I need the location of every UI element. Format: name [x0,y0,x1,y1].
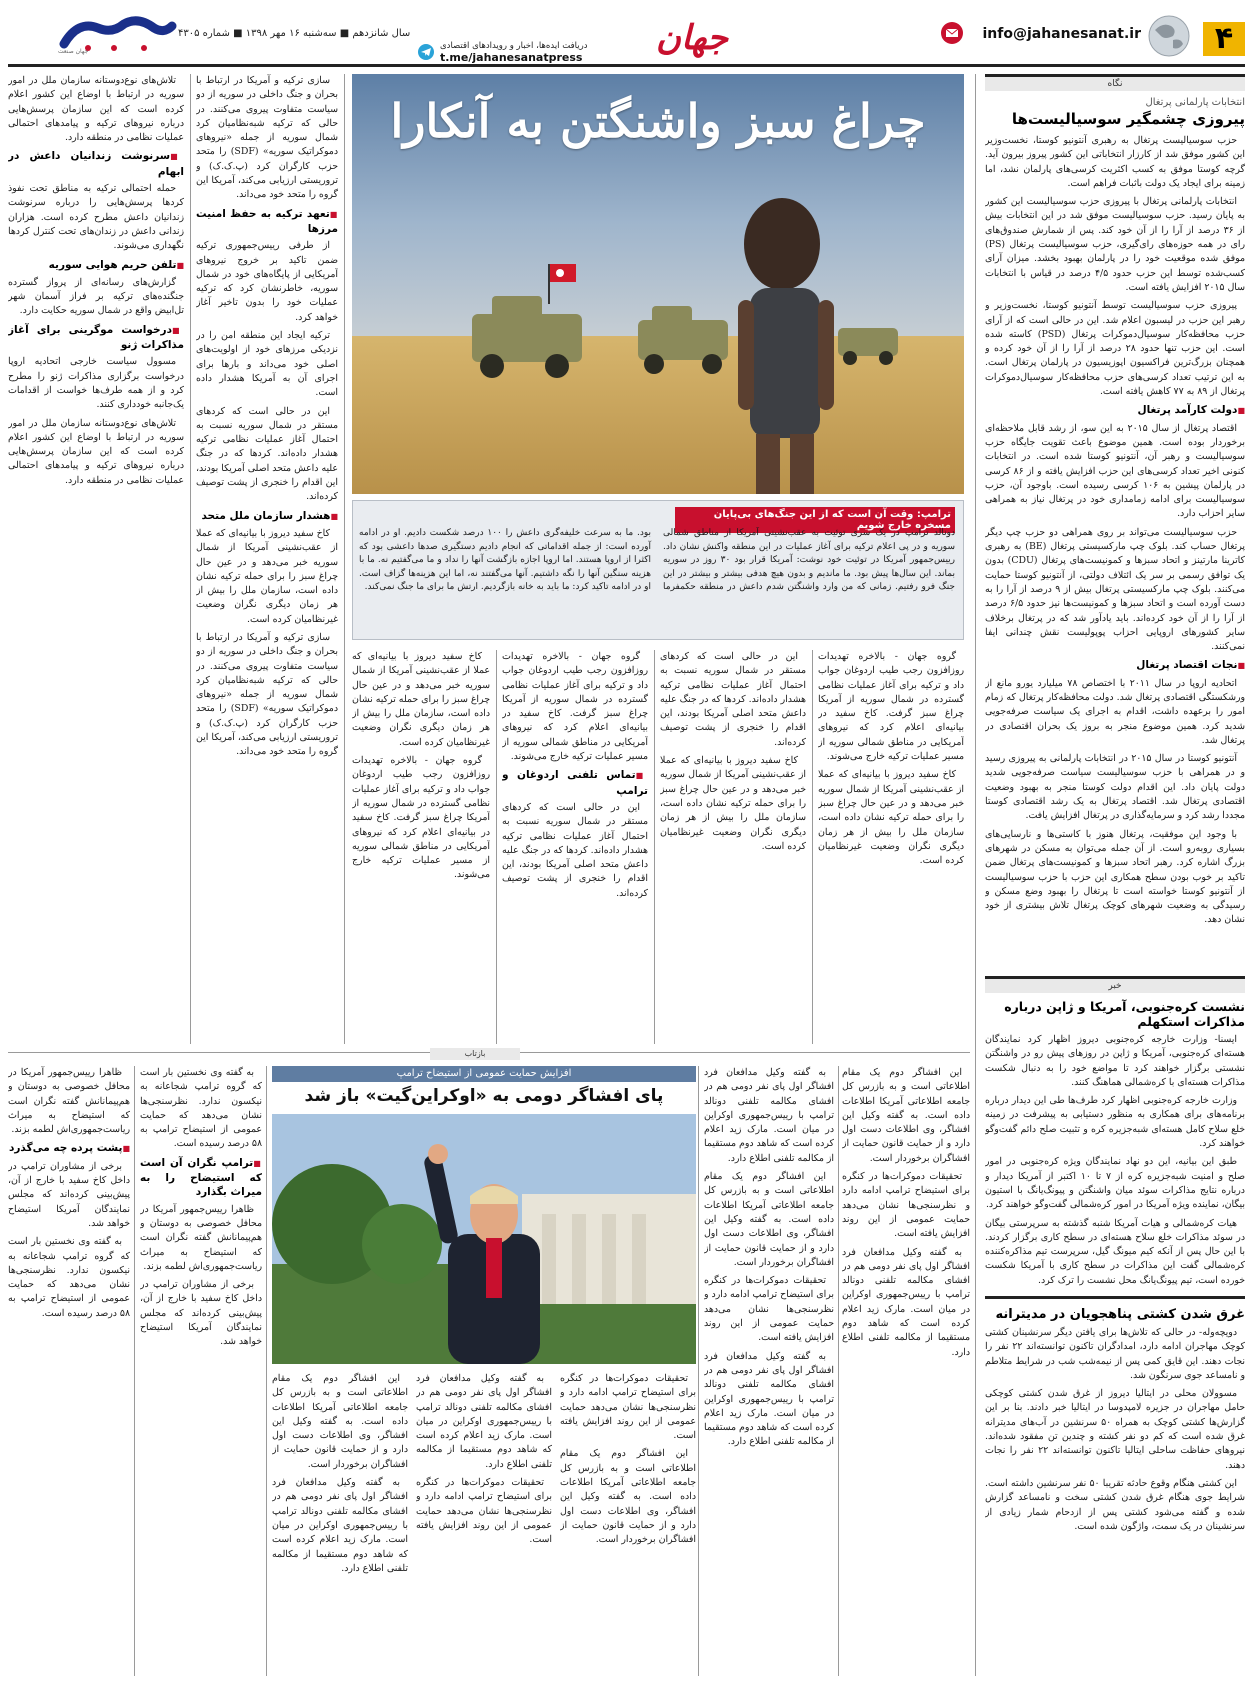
migrants-box [985,1296,1245,1676]
second-col-under-photo-2: به گفته وکیل مدافعان فرد افشاگر اول پای نفر دومی هم در افشای مکالمه تلفنی دونالد ترامپ با رییس‌جمهوری اوکراین در میان است. مارک زید اعلام کرده است که شاهد دوم مستقیما از مکالمه تلفنی اطلاع دارد. تحقیقات دموکرات‌ها در کنگره برای استیضاح ترامپ ادامه دارد و نظرسنجی‌ها نشان می‌دهد حمایت عمومی از این روند افزایش یافته است. [416,1373,552,1546]
section-title: جهان [656,18,729,58]
logo-label: جهان صنعت [58,48,89,55]
article-kicker: انتخابات پارلمانی پرتغال [1145,97,1245,108]
lead-body-col-1: گروه جهان - بالاخره تهدیدات روزافزون رجب طیب اردوغان جواب داد و ترکیه برای آغاز عملیات نظامی گسترده در شمال سوریه از آمریکا چراغ سبز گرفت. کاخ سفید در بیانیه‌ای اعلام کرد که نیروهای آمریکایی در مناطق شمالی سوریه از مسیر عملیات ترکیه خارج می‌شوند. کاخ سفید دیروز با بیانیه‌ای که عملا از عقب‌نشینی آمریکا از شمال سوریه خبر می‌دهد و در عین حال چراغ سبز را برای حمله ترکیه نشان داده است، سازمان ملل را بیش از هر زمان دیگری نگران وضعیت غیرنظامیان کرده است. [818,651,964,867]
globe-icon [1143,14,1195,58]
section-tag: نگاه [985,77,1245,91]
subhead: ■ ترامپ نگران آن است که استیضاح را به میراث بگذارد [140,1156,262,1200]
subhead: ■ درخواست موگرینی برای آغاز مذاکرات ژنو [8,323,184,353]
section-tag: خبر [985,979,1245,993]
page-header [0,0,1253,62]
quote-text: دونالد ترامپ در یک سری توئیت به عقب‌نشینی آمریکا از مناطق شمالی سوریه و در پی اعلام ترکیه برای آغاز عملیات در این منطقه واکنش نشان داد. رییس‌جمهور آمریکا در توئیت خود نوشت: آمریکا قرار بود ۳۰ روز در سوریه بماند. این سال‌ها پیش بود. ما ماندیم و بدون هیچ هدفی بیشتر و بیشتر در این جنگ فرو رفتیم. زمانی که من وارد واشنگتن شدم داعش در منطقه حکمفرما بود. ما به سرعت خلیفه‌گری داعش را ۱۰۰ درصد شکست دادیم. او در ادامه آورده است: از جمله اقداماتی که انجام دادیم دستگیری صدها داعشی بود که اکثرا از اروپا هستند. اما اروپا اجازه بازگشت آنها را نداد و ما می‌گفتیم نه. ما با هزینه سنگین آنها را نگه داشتیم. آنها می‌گفتند نه، اما این هزینه‌ها گزاف است. او در ادامه تاکید کرد: ما باید به خانه بازگردیم. ارتش ما برای ما جنگ نمی‌کند. [359,528,955,592]
migrants-body: دویچه‌وله- در حالی که تلاش‌ها برای یافتن دیگر سرنشینان کشتی کوچک مهاجران ادامه دارد، امدادگران تاکنون توانسته‌اند ۲۲ نفر را نجات دهند. این قایق کمی پس از نیمه‌شب شب در شرایط متلاطم و نامساعد جوی سرنگون شد. مسوولان محلی در ایتالیا دیروز از غرق شدن کشتی کوچکی حامل مهاجران در جزیره لامپدوسا در ایتالیا خبر دادند. بنا بر این گزارش‌ها کشتی کوچک به همراه ۵۰ سرنشین در آب‌های مدیترانه غرق شده است که کم دو نفر کشته و چندین تن مفقود شده‌اند. نیروهای حفاظت ساحلی ایتالیا تاکنون توانسته‌اند ۲۲ نفر را نجات دهند. این کشتی هنگام وقوع حادثه تقریبا ۵۰ نفر سرنشین داشته است. شرایط جوی هنگام غرق شدن کشتی سخت و نامساعد گزارش شده و گفته می‌شود کشتی پس از ازدحام شمار زیادی از سرنشینان در یک سمت، واژگون شده است. [985,1327,1245,1532]
subhead: ■ تعهد ترکیه به حفظ امنیت مرزها [196,207,338,237]
lead-headline: چراغ سبز واشنگتن به آنکارا [390,94,926,148]
subhead: ■ نجات اقتصاد پرتغال [985,658,1245,673]
email-icon [941,22,963,44]
lead-body-col-4: کاخ سفید دیروز با بیانیه‌ای که عملا از عقب‌نشینی آمریکا از شمال سوریه خبر می‌دهد و در عین حال چراغ سبز را برای حمله ترکیه نشان داده است، سازمان ملل را بیش از هر زمان دیگری نگران وضعیت غیرنظامیان کرده است. گروه جهان - بالاخره تهدیدات روزافزون رجب طیب اردوغان جواب داد و ترکیه برای آغاز عملیات نظامی گسترده در شمال سوریه از آمریکا چراغ سبز گرفت. کاخ سفید در بیانیه‌ای اعلام کرد که نیروهای آمریکایی در مناطق شمالی سوریه از مسیر عملیات ترکیه خارج می‌شوند. [352,651,490,881]
second-col-under-photo-3: این افشاگر دوم یک مقام اطلاعاتی است و به بازرس کل جامعه اطلاعاتی آمریکا اطلاعات داده است. به گفته وکیل این افشاگر، وی اطلاعات دست اول دارد و از حمایت قانون حمایت از افشاگران برخوردار است. به گفته وکیل مدافعان فرد افشاگر اول پای نفر دومی هم در افشای مکالمه تلفنی دونالد ترامپ با رییس‌جمهوری اوکراین در میان است. مارک زید اعلام کرده است که شاهد دوم مستقیما از مکالمه تلفنی اطلاع دارد. [272,1373,408,1574]
second-kicker: افزایش حمایت عمومی از استیضاح ترامپ [272,1066,696,1082]
telegram-caption: دریافت ایده‌ها، اخبار و رویدادهای اقتصادی [440,41,588,51]
subhead: ■ تماس تلفنی اردوغان و ترامپ [502,768,648,798]
article-title: پیروزی چشمگیر سوسیالیست‌ها [1011,110,1245,128]
second-col-under-photo-1: تحقیقات دموکرات‌ها در کنگره برای استیضاح ترامپ ادامه دارد و نظرسنجی‌ها نشان می‌دهد حمایت عمومی از این روند افزایش یافته است. این افشاگر دوم یک مقام اطلاعاتی است و به بازرس کل جامعه اطلاعاتی آمریکا اطلاعات داده است. به گفته وکیل این افشاگر، وی اطلاعات دست اول دارد و از حمایت قانون حمایت از افشاگران برخوردار است. [560,1373,696,1546]
second-col-right: به گفته وکیل مدافعان فرد افشاگر اول پای نفر دومی هم در افشای مکالمه تلفنی دونالد ترامپ با رییس‌جمهوری اوکراین در میان است. مارک زید اعلام کرده است که شاهد دوم مستقیما از مکالمه تلفنی اطلاع دارد. این افشاگر دوم یک مقام اطلاعاتی است و به بازرس کل جامعه اطلاعاتی آمریکا اطلاعات داده است. به گفته وکیل این افشاگر، وی اطلاعات دست اول دارد و از حمایت قانون حمایت از افشاگران برخوردار است. تحقیقات دموکرات‌ها در کنگره برای استیضاح ترامپ ادامه دارد و نظرسنجی‌ها نشان می‌دهد حمایت عمومی از این روند افزایش یافته است. به گفته وکیل مدافعان فرد افشاگر اول پای نفر دومی هم در افشای مکالمه تلفنی دونالد ترامپ با رییس‌جمهوری اوکراین در میان است. مارک زید اعلام کرده است که شاهد دوم مستقیما از مکالمه تلفنی اطلاع دارد. [704,1067,834,1448]
second-col-left-1: به گفته وی نخستین بار است که گروه ترامپ شجاعانه به نیکسون ندارد. نظرسنجی‌ها نشان می‌دهد که حمایت عمومی از استیضاح ترامپ به ۵۸ درصد رسیده است. ■ ترامپ نگران آن است که استیضاح را به میراث بگذارد ظاهرا رییس‌جمهور آمریکا در محافل خصوصی به دوستان و هم‌پیمانانش گفته نگران است که استیضاح به میراث ریاست‌جمهوری‌اش لطمه بزند. برخی از مشاوران ترامپ در داخل کاخ سفید با خارج از آن، پیش‌بینی کرده‌اند که مجلس نمایندگان آمریکا استیضاح خواهد شد. [140,1066,262,1676]
news-body: ایسنا- وزارت خارجه کره‌جنوبی دیروز اظهار کرد نمایندگان هسته‌ای کره‌جنوبی، آمریکا و ژاپن در روزهای پیش رو در واشنگتن نشستی برگزار خواهند کرد تا مواضع خود را به دنبال شکست مذاکرات هسته‌ای با کره‌شمالی هماهنگ کنند. وزارت خارجه کره‌جنوبی اظهار کرد طرف‌ها طی این دیدار درباره برنامه‌های برای همکاری به منظور دستیابی به پیشرفت در زمینه خلع سلاح کامل هسته‌ای شبه‌جزیره کره و تثبیت صلح دائم گفت‌وگو خواهند کرد. طبق این بیانیه، این دو نهاد نمایندگان ویژه کره‌جنوبی در امور صلح و امنیت شبه‌جزیره کره از ۷ تا ۱۰ اکتبر از آمریکا دیدار و درباره نتایج مذاکرات سوئد میان واشنگتن و پیونگ‌یانگ با استیون بیگان، نماینده ویژه آمریکا در امور کره‌شمالی گفت‌وگو خواهند کرد. هیات کره‌شمالی و هیات آمریکا شنبه گذشته به سرپرستی بیگان در سوئد مذاکرات خلع سلاح هسته‌ای در سطح کاری برگزار کردند. با این حال پس از آنکه کیم میونگ گیل، سرپرست تیم مذاکره‌کننده کره‌شمالی گفت این مذاکرات در سطح کاری با آمریکا شکست خورده است، تیم پیونگ‌یانگ محل نشست را ترک کرد. [985,1034,1245,1286]
second-col-right-2: این افشاگر دوم یک مقام اطلاعاتی است و به بازرس کل جامعه اطلاعاتی آمریکا اطلاعات داده است. به گفته وکیل این افشاگر، وی اطلاعات دست اول دارد و از حمایت قانون حمایت از افشاگران برخوردار است. تحقیقات دموکرات‌ها در کنگره برای استیضاح ترامپ ادامه دارد و نظرسنجی‌ها نشان می‌دهد حمایت عمومی از این روند افزایش یافته است. به گفته وکیل مدافعان فرد افشاگر اول پای نفر دومی هم در افشای مکالمه تلفنی دونالد ترامپ با رییس‌جمهوری اوکراین در میان است. مارک زید اعلام کرده است که شاهد دوم مستقیما از مکالمه تلفنی اطلاع دارد. [842,1067,970,1358]
quote-box [352,500,964,640]
section-tag: بازتاب [430,1048,520,1060]
quote-title: ترامپ: وقت آن است که از این جنگ‌های بی‌پایان مسخره خارج شویم [675,507,955,533]
news-title: نشست کره‌جنوبی، آمریکا و ژاپن درباره مذاکرات استکهلم [1004,999,1245,1029]
second-headline: پای افشاگر دومی به «اوکراین‌گیت» باز شد [304,1086,664,1106]
page-number: ۴ [1203,22,1245,56]
lead-side-col: سازی ترکیه و آمریکا در ارتباط با بحران و جنگ داخلی در سوریه از دو سیاست متفاوت پیروی می‌کنند. در حالی که ترکیه شبه‌نظامیان کرد شمال سوریه از جمله «نیروهای دموکراتیک سوریه» (SDF) را متحد حزب کارگران کرد (پ.ک.ک) و تروریستی ارزیابی می‌کند، آمریکا این گروه را متحد خود می‌داند. ■ تعهد ترکیه به حفظ امنیت مرزها از طرفی رییس‌جمهوری ترکیه ضمن تاکید بر خروج نیروهای آمریکایی از پایگاه‌های خود در شمال سوریه، خاطرنشان کرد که ترکیه عملیات خود را بدون تاخیر آغاز خواهد کرد. ترکیه ایجاد این منطقه امن را در نزدیکی مرزهای خود از اولویت‌های اصلی خود می‌داند و بارها برای اجرای آن به آمریکا هشدار داده است. این در حالی است که کردهای مستقر در شمال سوریه نسبت به احتمال آغاز عملیات نظامی ترکیه هشدار داده‌اند. کردها که در جنگ علیه داعش متحد اصلی آمریکا بودند، این اقدام را خنجری از پشت توصیف کرده‌اند. ■ هشدار سازمان ملل متحد کاخ سفید دیروز با بیانیه‌ای که عملا از عقب‌نشینی آمریکا از شمال سوریه خبر می‌دهد و در عین حال چراغ سبز را برای حمله ترکیه نشان داده است، سازمان ملل را بیش از هر زمان دیگری نگران وضعیت غیرنظامیان کرده است. سازی ترکیه و آمریکا در ارتباط با بحران و جنگ داخلی در سوریه از دو سیاست متفاوت پیروی می‌کنند. در حالی که ترکیه شبه‌نظامیان کرد شمال سوریه از جمله «نیروهای دموکراتیک سوریه» (SDF) را متحد حزب کارگران کرد (پ.ک.ک) و تروریستی ارزیابی می‌کند، آمریکا این گروه را متحد خود می‌داند. [196,74,338,1044]
article-body: حزب سوسیالیست پرتغال به رهبری آنتونیو کوستا، نخست‌وزیر این کشور موفق شد از کارزار انتخاباتی این کشور پیروز بیرون آید. گرچه کوستا موفق به کسب اکثریت کرسی‌های پارلمان نشد، اما زمینه برای ایجاد یک دولت باثبات فراهم است. انتخابات پارلمانی پرتغال با پیروزی حزب سوسیالیست این کشور به پایان رسید. حزب سوسیالیست موفق شد در این انتخابات بیش از ۳۶ درصد از آرا را از آن خود کند. پس از شمارش صندوق‌های رای در همه حوزه‌های رای‌گیری، حزب سوسیالیست پرتغال (PS) موفق شده موقعیت خود را در پارلمان بهبود بخشد. میزان آرای کسب‌شده توسط این حزب حدود ۴/۵ درصد در قیاس با انتخابات سال ۲۰۱۵ افزایش یافته است. پیروزی حزب سوسیالیست توسط آنتونیو کوستا، نخست‌وزیر و رهبر این حزب در لیسبون اعلام شد. این در حالی است که از آرای حزب محافظه‌کار سوسیال‌دموکرات پرتغال (PSD) کاسته شده است. این حزب تنها حدود ۲۸ درصد از آرا را از آن خود کرده و همچنان بزرگ‌ترین فراکسیون اپوزیسیون در پارلمان پرتغال است. به این ترتیب تعداد کرسی‌های حزب محافظه‌کار سوسیال‌دموکرات پرتغال از ۸۹ به ۷۷ کاهش یافته است. ■ دولت کارآمد پرتغال اقتصاد پرتغال از سال ۲۰۱۵ به این سو، از رشد قابل ملاحظه‌ای برخوردار بوده است. همین موضوع باعث تقویت جایگاه حزب سوسیالیست و رهبر آن، آنتونیو کوستا شده است. در انتخابات کنونی اخیر تعداد کرسی‌های این حزب افزایش یافته و از ۸۶ کرسی در پارلمان پیشین به ۱۰۶ کرسی رسیده است. باوجود آن، حزب سوسیالیست برای ادامه زمامداری خود در پرتغال نیاز به همراهی سایر احزاب دارد. حزب سوسیالیست می‌تواند بر روی همراهی دو حزب چپ دیگر پرتغال حساب کند. بلوک چپ مارکسیستی پرتغال (BE) به رهبری کاترینا مارتینز و اتحاد سبزها و کمونیست‌های پرتغال (CDU) بدون یک توافق رسمی بر سر یک ائتلاف دولتی، از آنتونیو کوستا حمایت می‌کنند. بلوک چپ مارکسیستی پرتغال بیش از ۹ درصد از آرا را به دست آورده است و اتحاد سبزها و کمونیست‌ها نیز حدود ۶/۵ درصد از آرا را از آن خود کرده‌اند. باید یادآور شد که در پرتغال برخلاف سایر کشورهای اروپایی احزاب پوپولیست نقش چندانی ایفا نمی‌کنند. ■ نجات اقتصاد پرتغال اتحادیه اروپا در سال ۲۰۱۱ با اختصاص ۷۸ میلیارد یورو مانع از ورشکستگی اقتصادی پرتغال شد. دولت محافظه‌کار پرتغال که زمام امور را برعهده داشت، اقدام به اجرای یک سیاست صرفه‌جویی شدید کرد. همین موضوع منجر به بروز یک بحران اقتصادی در پرتغال شد. آنتونیو کوستا در سال ۲۰۱۵ در انتخابات پارلمانی به پیروزی رسید و در همراهی با حزب سوسیالیست سیاست صرفه‌جویی شدید دولت پایان داد. این اقدام دولت کوستا منجر به بهبود وضعیت اقتصادی پرتغال شد. اقتصاد پرتغال به یک رشد اقتصادی کوستا مجددا رشد کرد و سرمایه‌گذاری در پرتغال افزایش یافت. با وجود این موفقیت، پرتغال هنوز با کاستی‌ها و نارسایی‌های بسیاری روبه‌رو است. از آن جمله می‌توان به مسکن در شهرهای بزرگ اشاره کرد. رهبر اتحاد سبزها و کمونیست‌های پرتغال ضمن تاکید بر خوب بودن سطح همکاری این حزب با حزب سوسیالیست از آنتونیو کوستا خواسته است تا پرتغال را بهبود وضع مسکن و رسیدگی به وضعیت شهرهای کوچک پرتغال تلاش بیشتری از خود نشان دهد. [985,134,1245,948]
subhead: ■ تلفن حریم هوایی سوریه [8,258,184,273]
lead-far-left-col: تلاش‌های نوع‌دوستانه سازمان ملل در امور سوریه در ارتباط با اوضاع این کشور اعلام کرده است که این سازمان پرسش‌هایی درباره نیروهای ترکیه و پیامدهای احتمالی عملیات نظامی در منطقه دارد. ■ سرنوشت زندانیان داعش در ابهام حمله احتمالی ترکیه به مناطق تحت نفوذ کردها پرسش‌هایی را درباره سرنوشت زندانیان داعش مطرح کرده است. هزاران زندانی داعش در زندان‌های تحت کنترل کردها نگهداری می‌شوند. ■ تلفن حریم هوایی سوریه گزارش‌های رسانه‌ای از پرواز گسترده جنگنده‌های ترکیه بر فراز آسمان شهر تل‌ابیض واقع در شمال سوریه حکایت دارد. ■ درخواست موگرینی برای آغاز مذاکرات ژنو مسوول سیاست خارجی اتحادیه اروپا درخواست برگزاری مذاکرات ژنو را مطرح کرد و از همه طرف‌ها خواست از اقدامات یک‌جانبه خودداری کنند. تلاش‌های نوع‌دوستانه سازمان ملل در امور سوریه در ارتباط با اوضاع این کشور اعلام کرده است که این سازمان پرسش‌هایی درباره نیروهای ترکیه و پیامدهای احتمالی عملیات نظامی در منطقه دارد. [8,74,184,1044]
migrants-title: غرق شدن کشتی پناهجویان در مدیترانه [995,1307,1245,1322]
second-photo [272,1114,696,1364]
second-col-left-2: ظاهرا رییس‌جمهور آمریکا در محافل خصوصی به دوستان و هم‌پیمانانش گفته نگران است که استیضاح به میراث ریاست‌جمهوری‌اش لطمه بزند. ■ پشت پرده چه می‌گذرد برخی از مشاوران ترامپ در داخل کاخ سفید با خارج از آن، پیش‌بینی کرده‌اند که مجلس نمایندگان آمریکا استیضاح خواهد شد. به گفته وی نخستین بار است که گروه ترامپ شجاعانه به نیکسون ندارد. نظرسنجی‌ها نشان می‌دهد که حمایت عمومی از استیضاح ترامپ به ۵۸ درصد رسیده است. [8,1066,130,1676]
lead-body-col-2: این در حالی است که کردهای مستقر در شمال سوریه نسبت به احتمال آغاز عملیات نظامی ترکیه هشدار داده‌اند. کردها که در جنگ علیه داعش متحد اصلی آمریکا بودند، این اقدام را خنجری از پشت توصیف کرده‌اند. کاخ سفید دیروز با بیانیه‌ای که عملا از عقب‌نشینی آمریکا از شمال سوریه خبر می‌دهد و در عین حال چراغ سبز را برای حمله ترکیه نشان داده است، سازمان ملل را بیش از هر زمان دیگری نگران وضعیت غیرنظامیان کرده است. [660,651,806,852]
subhead: ■ هشدار سازمان ملل متحد [196,509,338,524]
opinion-column [985,74,1245,966]
subhead: ■ دولت کارآمد پرتغال [985,403,1245,418]
issue-line: سال شانزدهم ■ سه‌شنبه ۱۶ مهر ۱۳۹۸ ■ شماره ۴۳۰۵ [178,28,411,39]
telegram-link[interactable]: t.me/jahanesanatpress [440,51,583,64]
news-box [985,976,1245,1286]
subhead: ■ پشت پرده چه می‌گذرد [8,1141,130,1156]
telegram-icon [418,44,434,60]
email-address[interactable]: info@jahanesanat.ir [982,26,1141,42]
subhead: ■ سرنوشت زندانیان داعش در ابهام [8,149,184,179]
lead-body-col-3: گروه جهان - بالاخره تهدیدات روزافزون رجب طیب اردوغان جواب داد و ترکیه برای آغاز عملیات نظامی گسترده در شمال سوریه از آمریکا چراغ سبز گرفت. کاخ سفید در بیانیه‌ای اعلام کرد که نیروهای آمریکایی در مناطق شمالی سوریه از مسیر عملیات ترکیه خارج می‌شوند. ■ تماس تلفنی اردوغان و ترامپ این در حالی است که کردهای مستقر در شمال سوریه نسبت به احتمال آغاز عملیات نظامی ترکیه هشدار داده‌اند. کردها که در جنگ علیه داعش متحد اصلی آمریکا بودند، این اقدام را خنجری از پشت توصیف کرده‌اند. [502,650,648,1044]
